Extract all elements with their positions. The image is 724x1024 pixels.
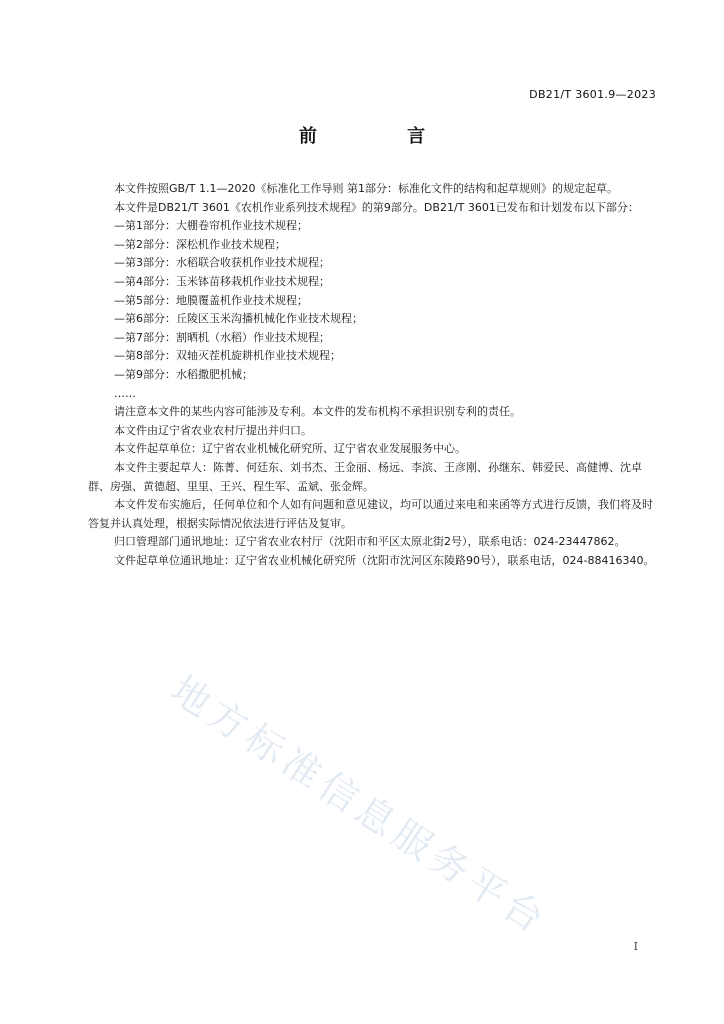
list-item-part-6: —第6部分：丘陵区玉米沟播机械化作业技术规程； xyxy=(114,312,363,326)
list-item-part-8: —第8部分：双轴灭茬机旋耕机作业技术规程； xyxy=(114,349,341,363)
foreword-body xyxy=(88,180,658,570)
list-item-part-9: —第9部分：水稻撒肥机械； xyxy=(114,367,253,381)
paragraph-drafter-address: 文件起草单位通讯地址：辽宁省农业机械化研究所（沈阳市沈河区东陵路90号），联系电话，024-88416340。 xyxy=(114,553,655,567)
page-title: 前 言 xyxy=(298,126,468,147)
paragraph-patent-notice: 请注意本文件的某些内容可能涉及专利。本文件的发布机构不承担识别专利的责任。 xyxy=(114,405,521,419)
page-number: I xyxy=(633,940,638,953)
paragraph-drafting-rules: 本文件按照GB/T 1.1—2020《标准化工作导则 第1部分：标准化文件的结构和起草规则》的规定起草。 xyxy=(114,182,618,195)
list-item-part-2: —第2部分：深松机作业技术规程； xyxy=(114,237,286,251)
paragraph-proposer: 本文件由辽宁省农业农村厅提出并归口。 xyxy=(114,423,312,437)
paragraph-feedback: 本文件发布实施后，任何单位和个人如有问题和意见建议，均可以通过来电和来函等方式进行反馈，我们将及时答复并认真处理，根据实际情况依法进行评估及复审。 xyxy=(88,498,653,530)
paragraph-drafters: 本文件主要起草人：陈菁、何廷东、刘书杰、王金丽、杨远、李滨、王彦刚、孙继东、韩爱民、高健博、沈卓群、房强、黄德超、里里、王兴、程生军、孟斌、张金辉。 xyxy=(88,460,642,493)
list-item-ellipsis: …… xyxy=(114,386,136,400)
list-item-part-3: —第3部分：水稻联合收获机作业技术规程； xyxy=(114,256,330,270)
paragraph-drafting-units: 本文件起草单位：辽宁省农业机械化研究所、辽宁省农业发展服务中心。 xyxy=(114,442,466,456)
watermark-text: 地方标准信息服务平台 xyxy=(163,667,557,945)
paragraph-admin-address: 归口管理部门通讯地址：辽宁省农业农村厅（沈阳市和平区太原北街2号），联系电话：024-23447862。 xyxy=(114,535,626,549)
document-code: DB21/T 3601.9—2023 xyxy=(529,88,656,101)
paragraph-series-intro: 本文件是DB21/T 3601《农机作业系列技术规程》的第9部分。DB21/T 3601已发布和计划发布以下部分： xyxy=(114,200,639,214)
list-item-part-5: —第5部分：地膜覆盖机作业技术规程； xyxy=(114,293,308,307)
list-item-part-4: —第4部分：玉米钵苗移栽机作业技术规程； xyxy=(114,274,330,288)
list-item-part-7: —第7部分：割晒机（水稻）作业技术规程； xyxy=(114,330,330,344)
list-item-part-1: —第1部分：大棚卷帘机作业技术规程； xyxy=(114,219,308,233)
